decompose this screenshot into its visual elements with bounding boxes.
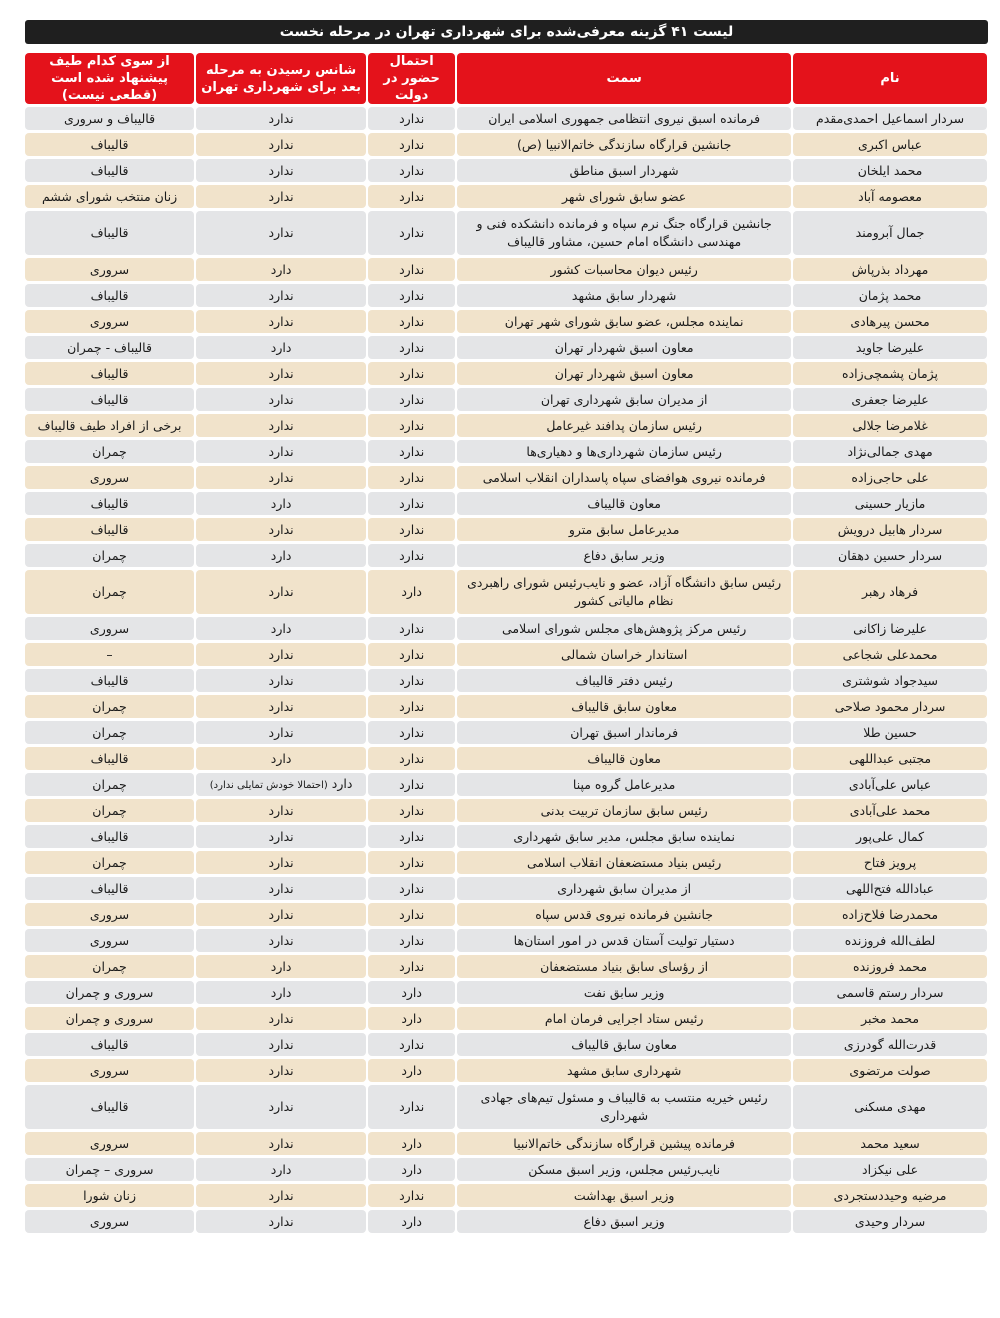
cell-faction: سروری xyxy=(25,1132,194,1155)
cell-gov: ندارد xyxy=(368,362,455,385)
cell-gov: ندارد xyxy=(368,747,455,770)
cell-faction: سروری xyxy=(25,617,194,640)
cell-position: رئیس سازمان شهرداری‌ها و دهیاری‌ها xyxy=(457,440,791,463)
cell-chance: ندارد xyxy=(196,1184,366,1207)
cell-faction: قالیباف xyxy=(25,284,194,307)
cell-position: رئیس سازمان پدافند غیرعامل xyxy=(457,414,791,437)
cell-name: سردار حسین دهقان xyxy=(793,544,987,567)
cell-gov: ندارد xyxy=(368,903,455,926)
cell-position: فرمانده اسبق نیروی انتظامی جمهوری اسلامی ایران xyxy=(457,107,791,130)
cell-faction: چمران xyxy=(25,773,194,796)
cell-position: رئیس مرکز پژوهش‌های مجلس شورای اسلامی xyxy=(457,617,791,640)
cell-chance: دارد xyxy=(196,747,366,770)
cell-name: محمد مخبر xyxy=(793,1007,987,1030)
table-row xyxy=(25,1059,987,1082)
cell-position: معاون قالیباف xyxy=(457,747,791,770)
cell-faction: قالیباف xyxy=(25,1033,194,1056)
cell-position: فرمانده پیشین قرارگاه سازندگی خاتم‌الانبیا xyxy=(457,1132,791,1155)
cell-name: سردار هابیل درویش xyxy=(793,518,987,541)
cell-name: سردار محمود صلاحی xyxy=(793,695,987,718)
cell-position: عضو سابق شورای شهر xyxy=(457,185,791,208)
cell-faction: سروری xyxy=(25,929,194,952)
table-row xyxy=(25,643,987,666)
table-row xyxy=(25,159,987,182)
cell-position: شهردار اسبق مناطق xyxy=(457,159,791,182)
cell-position: رئیس دیوان محاسبات کشور xyxy=(457,258,791,281)
cell-gov: ندارد xyxy=(368,133,455,156)
cell-chance: ندارد xyxy=(196,1007,366,1030)
cell-position: از مدیران سابق شهرداری xyxy=(457,877,791,900)
cell-position: از رؤسای سابق بنیاد مستضعفان xyxy=(457,955,791,978)
cell-chance: ندارد xyxy=(196,1059,366,1082)
table-row xyxy=(25,617,987,640)
cell-chance: ندارد xyxy=(196,570,366,614)
table-row xyxy=(25,440,987,463)
cell-faction: سروری xyxy=(25,466,194,489)
cell-gov: ندارد xyxy=(368,877,455,900)
table-row xyxy=(25,185,987,208)
cell-faction: قالیباف xyxy=(25,825,194,848)
table-row xyxy=(25,310,987,333)
cell-position: رئیس سابق دانشگاه آزاد، عضو و نایب‌رئیس شورای راهبردی نظام مالیاتی کشور xyxy=(457,570,791,614)
cell-name: کمال علی‌پور xyxy=(793,825,987,848)
cell-position: از مدیران سابق شهرداری تهران xyxy=(457,388,791,411)
cell-name: علی حاجی‌زاده xyxy=(793,466,987,489)
cell-gov: ندارد xyxy=(368,388,455,411)
cell-gov: ندارد xyxy=(368,185,455,208)
header-name: نام xyxy=(793,53,987,104)
cell-gov: ندارد xyxy=(368,669,455,692)
table-row xyxy=(25,133,987,156)
cell-chance: ندارد xyxy=(196,107,366,130)
cell-chance: ندارد xyxy=(196,799,366,822)
cell-gov: ندارد xyxy=(368,825,455,848)
table-row xyxy=(25,799,987,822)
cell-faction: زنان منتخب شورای ششم xyxy=(25,185,194,208)
cell-chance: ندارد xyxy=(196,825,366,848)
cell-position: معاون قالیباف xyxy=(457,492,791,515)
cell-chance: ندارد xyxy=(196,1210,366,1233)
cell-name: غلامرضا جلالی xyxy=(793,414,987,437)
cell-chance: دارد xyxy=(196,544,366,567)
cell-name: معصومه آباد xyxy=(793,185,987,208)
header-chance: شانس رسیدن به مرحله بعد برای شهرداری تهران xyxy=(196,53,366,104)
cell-chance: ندارد xyxy=(196,310,366,333)
cell-faction: چمران xyxy=(25,570,194,614)
cell-name: جمال آبرومند xyxy=(793,211,987,255)
table-row xyxy=(25,1132,987,1155)
cell-position: نماینده مجلس، عضو سابق شورای شهر تهران xyxy=(457,310,791,333)
cell-position: وزیر اسبق بهداشت xyxy=(457,1184,791,1207)
cell-position: فرماندار اسبق تهران xyxy=(457,721,791,744)
cell-position: رئیس ستاد اجرایی فرمان امام xyxy=(457,1007,791,1030)
cell-faction: قالیباف xyxy=(25,211,194,255)
table-row xyxy=(25,903,987,926)
cell-faction: قالیباف - چمران xyxy=(25,336,194,359)
cell-name: محمدرضا فلاح‌زاده xyxy=(793,903,987,926)
table-row xyxy=(25,851,987,874)
cell-gov: ندارد xyxy=(368,310,455,333)
cell-gov: ندارد xyxy=(368,773,455,796)
cell-gov: ندارد xyxy=(368,544,455,567)
cell-faction: چمران xyxy=(25,721,194,744)
cell-name: سعید محمد xyxy=(793,1132,987,1155)
header-faction: از سوی کدام طیف پیشنهاد شده است (قطعی نیست) xyxy=(25,53,194,104)
cell-position: مدیرعامل گروه مپنا xyxy=(457,773,791,796)
cell-faction: سروری و چمران xyxy=(25,1007,194,1030)
cell-gov: ندارد xyxy=(368,617,455,640)
table-row xyxy=(25,1007,987,1030)
cell-faction: چمران xyxy=(25,695,194,718)
cell-position: جانشین قرارگاه سازندگی خاتم‌الانبیا (ص) xyxy=(457,133,791,156)
cell-name: محمد پژمان xyxy=(793,284,987,307)
table-row xyxy=(25,669,987,692)
table-row xyxy=(25,695,987,718)
cell-position: مدیرعامل سابق مترو xyxy=(457,518,791,541)
cell-name: فرهاد رهبر xyxy=(793,570,987,614)
cell-position: معاون سابق قالیباف xyxy=(457,1033,791,1056)
cell-gov: ندارد xyxy=(368,414,455,437)
cell-faction: قالیباف و سروری xyxy=(25,107,194,130)
cell-chance: ندارد xyxy=(196,877,366,900)
table-row xyxy=(25,518,987,541)
table-row xyxy=(25,570,987,614)
cell-gov: ندارد xyxy=(368,440,455,463)
cell-position: رئیس سابق سازمان تربیت بدنی xyxy=(457,799,791,822)
cell-chance: ندارد xyxy=(196,159,366,182)
cell-chance: ندارد xyxy=(196,1033,366,1056)
cell-faction: چمران xyxy=(25,955,194,978)
cell-chance: دارد xyxy=(196,955,366,978)
cell-faction: قالیباف xyxy=(25,133,194,156)
cell-chance: ندارد xyxy=(196,1132,366,1155)
table-row xyxy=(25,747,987,770)
cell-faction: چمران xyxy=(25,440,194,463)
cell-faction: سروری xyxy=(25,1059,194,1082)
cell-chance: دارد xyxy=(196,617,366,640)
cell-name: علی نیکزاد xyxy=(793,1158,987,1181)
cell-name: سردار اسماعیل احمدی‌مقدم xyxy=(793,107,987,130)
table-row xyxy=(25,1158,987,1181)
cell-position: معاون اسبق شهردار تهران xyxy=(457,336,791,359)
table-row xyxy=(25,211,987,255)
table-body xyxy=(25,107,987,1233)
cell-chance xyxy=(196,773,366,796)
cell-gov: دارد xyxy=(368,1132,455,1155)
cell-chance: دارد xyxy=(196,258,366,281)
table-row xyxy=(25,955,987,978)
cell-name: مهرداد بذرپاش xyxy=(793,258,987,281)
cell-gov: ندارد xyxy=(368,955,455,978)
cell-gov: دارد xyxy=(368,1158,455,1181)
cell-name: صولت مرتضوی xyxy=(793,1059,987,1082)
table-row xyxy=(25,929,987,952)
cell-gov: ندارد xyxy=(368,799,455,822)
cell-position: رئیس دفتر قالیباف xyxy=(457,669,791,692)
cell-name: عباس علی‌آبادی xyxy=(793,773,987,796)
cell-gov: ندارد xyxy=(368,695,455,718)
table-row xyxy=(25,388,987,411)
cell-chance: ندارد xyxy=(196,643,366,666)
cell-name: مرضیه وحیددستجردی xyxy=(793,1184,987,1207)
cell-chance: ندارد xyxy=(196,1085,366,1129)
cell-faction: قالیباف xyxy=(25,388,194,411)
cell-name: سردار وحیدی xyxy=(793,1210,987,1233)
cell-gov: ندارد xyxy=(368,466,455,489)
cell-name: سیدجواد شوشتری xyxy=(793,669,987,692)
cell-faction: قالیباف xyxy=(25,159,194,182)
cell-faction: برخی از افراد طیف قالیباف xyxy=(25,414,194,437)
table-row xyxy=(25,362,987,385)
cell-name: حسین طلا xyxy=(793,721,987,744)
cell-faction: سروری xyxy=(25,903,194,926)
cell-name: محمد علی‌آبادی xyxy=(793,799,987,822)
table-row xyxy=(25,414,987,437)
cell-name: محمدعلی شجاعی xyxy=(793,643,987,666)
cell-position: فرمانده نیروی هوافضای سپاه پاسداران انقلاب اسلامی xyxy=(457,466,791,489)
cell-faction: سروری – چمران xyxy=(25,1158,194,1181)
cell-gov: دارد xyxy=(368,981,455,1004)
cell-name: عباس اکبری xyxy=(793,133,987,156)
cell-faction: سروری xyxy=(25,258,194,281)
cell-name: مهدی مسکنی xyxy=(793,1085,987,1129)
cell-position: وزیر سابق نفت xyxy=(457,981,791,1004)
table-row xyxy=(25,981,987,1004)
header-position: سمت xyxy=(457,53,791,104)
cell-chance: ندارد xyxy=(196,211,366,255)
cell-name: علیرضا جعفری xyxy=(793,388,987,411)
cell-faction: چمران xyxy=(25,544,194,567)
cell-gov: ندارد xyxy=(368,107,455,130)
cell-position: معاون اسبق شهردار تهران xyxy=(457,362,791,385)
cell-position: شهرداری سابق مشهد xyxy=(457,1059,791,1082)
cell-gov: دارد xyxy=(368,570,455,614)
table-row xyxy=(25,544,987,567)
cell-name: علیرضا جاوید xyxy=(793,336,987,359)
header-gov: احتمال حضور در دولت xyxy=(368,53,455,104)
cell-gov: دارد xyxy=(368,1210,455,1233)
cell-chance: ندارد xyxy=(196,388,366,411)
cell-name: قدرت‌الله گودرزی xyxy=(793,1033,987,1056)
cell-gov: ندارد xyxy=(368,851,455,874)
cell-chance-note: (احتمالا خودش تمایلی ندارد) xyxy=(209,779,328,791)
cell-position: نایب‌رئیس مجلس، وزیر اسبق مسکن xyxy=(457,1158,791,1181)
cell-faction: چمران xyxy=(25,851,194,874)
cell-chance: دارد xyxy=(196,1158,366,1181)
cell-faction: سروری و چمران xyxy=(25,981,194,1004)
cell-gov: ندارد xyxy=(368,159,455,182)
cell-chance-value: دارد xyxy=(331,775,353,791)
table-row xyxy=(25,284,987,307)
table-row xyxy=(25,1184,987,1207)
table-row xyxy=(25,466,987,489)
cell-position: رئیس بنیاد مستضعفان انقلاب اسلامی xyxy=(457,851,791,874)
cell-name: پرویز فتاح xyxy=(793,851,987,874)
cell-chance: ندارد xyxy=(196,669,366,692)
table-row xyxy=(25,877,987,900)
cell-faction: زنان شورا xyxy=(25,1184,194,1207)
cell-name: محسن پیرهادی xyxy=(793,310,987,333)
cell-faction: قالیباف xyxy=(25,669,194,692)
cell-name: مهدی جمالی‌نژاد xyxy=(793,440,987,463)
table-row xyxy=(25,1033,987,1056)
cell-name: لطف‌الله فروزنده xyxy=(793,929,987,952)
cell-gov: ندارد xyxy=(368,1184,455,1207)
cell-position: جانشین فرمانده نیروی قدس سپاه xyxy=(457,903,791,926)
cell-faction: سروری xyxy=(25,1210,194,1233)
cell-gov: ندارد xyxy=(368,643,455,666)
cell-position: دستیار تولیت آستان قدس در امور استان‌ها xyxy=(457,929,791,952)
table-row xyxy=(25,825,987,848)
cell-gov: دارد xyxy=(368,1059,455,1082)
cell-position: استاندار خراسان شمالی xyxy=(457,643,791,666)
table-row xyxy=(25,773,987,796)
cell-chance: دارد xyxy=(196,336,366,359)
table-row xyxy=(25,721,987,744)
cell-name: محمد ایلخان xyxy=(793,159,987,182)
cell-chance: ندارد xyxy=(196,284,366,307)
cell-position: شهردار سابق مشهد xyxy=(457,284,791,307)
cell-position: نماینده سابق مجلس، مدیر سابق شهرداری xyxy=(457,825,791,848)
cell-chance: ندارد xyxy=(196,440,366,463)
cell-faction: چمران xyxy=(25,799,194,822)
cell-name: علیرضا زاکانی xyxy=(793,617,987,640)
cell-faction: قالیباف xyxy=(25,1085,194,1129)
cell-gov: ندارد xyxy=(368,518,455,541)
cell-chance: ندارد xyxy=(196,721,366,744)
cell-position: وزیر اسبق دفاع xyxy=(457,1210,791,1233)
cell-faction: قالیباف xyxy=(25,877,194,900)
cell-name: محمد فروزنده xyxy=(793,955,987,978)
cell-position: رئیس خیریه منتسب به قالیباف و مسئول تیم‌های جهادی شهرداری xyxy=(457,1085,791,1129)
table-title: لیست ۴۱ گزینه معرفی‌شده برای شهرداری تهران در مرحله نخست xyxy=(25,20,988,44)
cell-position: وزیر سابق دفاع xyxy=(457,544,791,567)
cell-chance: ندارد xyxy=(196,851,366,874)
cell-gov: ندارد xyxy=(368,1085,455,1129)
cell-faction: قالیباف xyxy=(25,492,194,515)
cell-chance: ندارد xyxy=(196,518,366,541)
cell-chance: ندارد xyxy=(196,414,366,437)
cell-gov: ندارد xyxy=(368,929,455,952)
cell-chance: ندارد xyxy=(196,466,366,489)
cell-name: عبادالله فتح‌اللهی xyxy=(793,877,987,900)
cell-faction: قالیباف xyxy=(25,747,194,770)
cell-chance: ندارد xyxy=(196,185,366,208)
cell-gov: ندارد xyxy=(368,721,455,744)
cell-faction: سروری xyxy=(25,310,194,333)
cell-position: جانشین قرارگاه جنگ نرم سپاه و فرمانده دانشکده فنی و مهندسی دانشگاه امام حسین، مشاور قالیباف xyxy=(457,211,791,255)
cell-gov: ندارد xyxy=(368,211,455,255)
cell-chance: ندارد xyxy=(196,695,366,718)
cell-gov: ندارد xyxy=(368,336,455,359)
cell-chance: ندارد xyxy=(196,929,366,952)
table-row xyxy=(25,336,987,359)
header-row xyxy=(25,53,987,104)
cell-chance: ندارد xyxy=(196,903,366,926)
cell-name: سردار رستم قاسمی xyxy=(793,981,987,1004)
cell-chance: دارد xyxy=(196,981,366,1004)
cell-gov: ندارد xyxy=(368,284,455,307)
cell-name: مجتبی عبداللهی xyxy=(793,747,987,770)
table-row xyxy=(25,492,987,515)
table-row xyxy=(25,1210,987,1233)
cell-faction: قالیباف xyxy=(25,362,194,385)
candidates-table xyxy=(23,50,989,1236)
cell-gov: ندارد xyxy=(368,492,455,515)
table-row xyxy=(25,1085,987,1129)
cell-position: معاون سابق قالیباف xyxy=(457,695,791,718)
cell-gov: دارد xyxy=(368,1007,455,1030)
cell-gov: ندارد xyxy=(368,258,455,281)
cell-chance: ندارد xyxy=(196,362,366,385)
cell-chance: ندارد xyxy=(196,133,366,156)
table-row xyxy=(25,258,987,281)
cell-gov: ندارد xyxy=(368,1033,455,1056)
cell-name: مازیار حسینی xyxy=(793,492,987,515)
cell-chance: دارد xyxy=(196,492,366,515)
cell-faction: – xyxy=(25,643,194,666)
cell-name: پژمان پشمچی‌زاده xyxy=(793,362,987,385)
table-row xyxy=(25,107,987,130)
cell-faction: قالیباف xyxy=(25,518,194,541)
